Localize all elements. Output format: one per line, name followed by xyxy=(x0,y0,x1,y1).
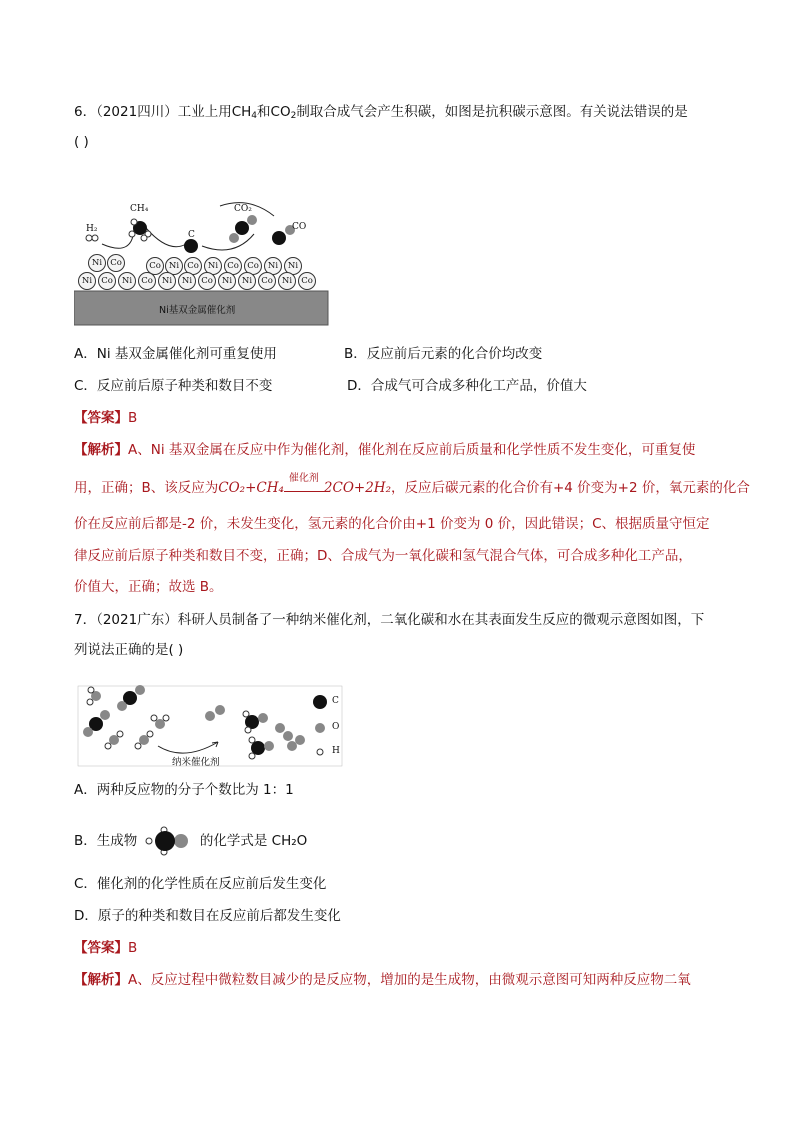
answer-tag: 【答案】 xyxy=(74,410,128,426)
q7-analysis-line-1 xyxy=(74,970,691,990)
co-atom: Co xyxy=(224,257,242,275)
q6-and: 和 xyxy=(257,104,271,120)
q6-analysis-line-5: 价值大，正确；故选 B。 xyxy=(74,579,223,595)
q6-analysis-line-3: 价在反应前后都是-2 价，未发生变化，氢元素的化合价由+1 价变为 0 价，因此错误；C、根据质量守恒定 xyxy=(74,516,710,532)
q6-option-d: D．合成气可合成多种化工产品，价值大 xyxy=(347,378,587,394)
option-b-suffix: 的化学式是 CH₂O xyxy=(199,833,308,849)
q6-analysis-line-2 xyxy=(74,473,750,498)
q7-answer xyxy=(74,938,137,958)
h2o-molecule xyxy=(105,731,123,749)
equation-left: CO₂+CH₄ xyxy=(218,480,284,496)
ch2o-molecule xyxy=(243,711,268,733)
q6-analysis-line-4: 律反应前后原子种类和数目不变，正确；D、合成气为一氧化碳和氢气混合气体，可合成多种化工产品， xyxy=(74,548,692,564)
co-atom: Co xyxy=(298,272,316,290)
legend-c-atom xyxy=(313,695,327,709)
c-label: C xyxy=(188,230,195,240)
ni-atom: Ni xyxy=(278,272,296,290)
equation-arrow xyxy=(284,473,324,492)
ni-atom: Ni xyxy=(78,272,96,290)
q6-stem-b: 制取合成气会产生积碳，如图是抗积碳示意图。有关说法错误的是 xyxy=(296,104,688,120)
ch2o-molecule xyxy=(249,737,274,759)
co-atom: Co xyxy=(198,272,216,290)
arrow-h2 xyxy=(102,226,134,248)
ni-atom: Ni xyxy=(158,272,176,290)
analysis-text: ，反应后碳元素的化合价有+4 价变为+2 价，氧元素的化合 xyxy=(390,480,750,496)
arrow-co xyxy=(202,234,254,250)
q6-co2: $CO_2$ xyxy=(270,104,297,121)
h2-label: H₂ xyxy=(86,224,98,234)
co2-molecule xyxy=(117,685,145,711)
q7-option-c: C．催化剂的化学性质在反应前后发生变化 xyxy=(74,876,327,892)
h2o-molecule xyxy=(135,731,153,749)
o2-molecule xyxy=(205,705,225,721)
ch2o-molecule-icon xyxy=(144,826,194,856)
q7-option-d: D．原子的种类和数目在反应前后都发生变化 xyxy=(74,908,341,924)
q6-option-b: B．反应前后元素的化合价均改变 xyxy=(344,346,543,362)
nano-catalyst-label: 纳米催化剂 xyxy=(172,757,220,768)
o2-molecule xyxy=(275,723,293,741)
ni-atom: Ni xyxy=(218,272,236,290)
reaction-arrow xyxy=(158,742,218,753)
analysis-tag: 【解析】 xyxy=(74,442,128,458)
analysis-tag: 【解析】 xyxy=(74,972,128,988)
co-label: CO xyxy=(292,222,307,232)
answer-tag: 【答案】 xyxy=(74,940,128,956)
ni-atom: Ni xyxy=(178,272,196,290)
option-b-prefix: B．生成物 xyxy=(74,833,138,849)
equation-right: 2CO+2H₂ xyxy=(323,480,391,496)
q6-option-a: A．Ni 基双金属催化剂可重复使用 xyxy=(74,346,277,362)
q6-stem xyxy=(74,102,688,126)
legend-h-atom xyxy=(317,749,323,755)
co2-carbon xyxy=(235,221,249,235)
analysis-text: 用，正确；B、该反应为 xyxy=(74,480,219,496)
ni-atom: Ni xyxy=(165,257,183,275)
h2o-molecule xyxy=(151,715,169,729)
co-atom: Co xyxy=(258,272,276,290)
co-carbon xyxy=(272,231,286,245)
co-atom: Co xyxy=(107,254,125,272)
co-atom: Co xyxy=(98,272,116,290)
c-atom xyxy=(184,239,198,253)
q7-figure xyxy=(74,684,354,770)
ni-atom: Ni xyxy=(238,272,256,290)
q6-answer xyxy=(74,408,137,428)
co-atom: Co xyxy=(146,257,164,275)
answer-value: B xyxy=(128,940,138,956)
co2-label: CO₂ xyxy=(234,204,252,214)
ni-atom: Ni xyxy=(88,254,106,272)
q7-stem-line-1: 7．（2021广东）科研人员制备了一种纳米催化剂，二氧化碳和水在其表面发生反应的微观示意图如图，下 xyxy=(74,612,705,628)
analysis-text: A、Ni 基双金属在反应中作为催化剂，催化剂在反应前后质量和化学性质不发生变化，可重复使 xyxy=(128,442,696,458)
q7-option-a: A．两种反应物的分子个数比为 1：1 xyxy=(74,782,294,798)
q6-option-c: C．反应前后原子种类和数目不变 xyxy=(74,378,273,394)
q6-analysis-line-1 xyxy=(74,440,695,460)
arrow-c xyxy=(146,228,186,247)
equation-condition: 催化剂 xyxy=(288,473,319,484)
q6-stem-a: 6．（2021四川）工业上用 xyxy=(74,104,232,120)
analysis-text: A、反应过程中微粒数目减少的是反应物，增加的是生成物，由微观示意图可知两种反应物二氧 xyxy=(128,972,691,988)
legend-c-label: C xyxy=(332,696,339,706)
h2o-molecule xyxy=(87,687,101,705)
h2-atom xyxy=(86,235,92,241)
legend-h-label: H xyxy=(332,746,340,756)
co2-molecule xyxy=(83,710,110,737)
q6-figure xyxy=(74,198,332,330)
legend-o-label: O xyxy=(332,722,340,732)
ni-atom: Ni xyxy=(204,257,222,275)
co-atom: Co xyxy=(138,272,156,290)
legend-o-atom xyxy=(315,723,325,733)
ch4-label: CH₄ xyxy=(130,204,149,214)
ni-atom: Ni xyxy=(118,272,136,290)
co-atom: Co xyxy=(184,257,202,275)
q7-option-b xyxy=(74,826,307,856)
ni-atom: Ni xyxy=(264,257,282,275)
answer-value: B xyxy=(128,410,138,426)
ni-atom: Ni xyxy=(284,257,302,275)
q6-ch4: $CH_4$ xyxy=(231,104,258,121)
catalyst-base-label: Ni基双金属催化剂 xyxy=(159,305,236,316)
co-atom: Co xyxy=(244,257,262,275)
q6-paren: ( ) xyxy=(74,134,89,150)
q7-stem-line-2: 列说法正确的是( ) xyxy=(74,642,184,658)
